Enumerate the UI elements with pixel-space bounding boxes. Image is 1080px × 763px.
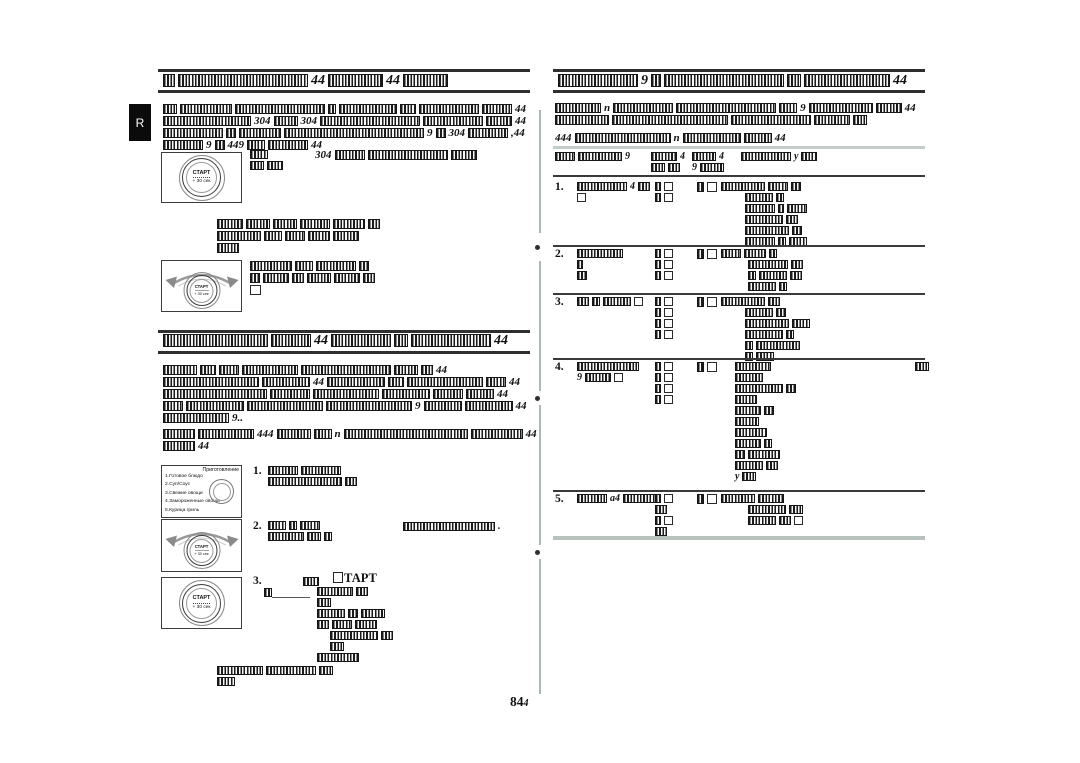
start-dial-illustration — [161, 152, 242, 203]
step2-col3-garbled — [697, 249, 717, 259]
left-intro-paragraph-garbled: 44 304 304 44 9 304 ,44 9 449 44 — [163, 104, 526, 150]
dial-start-label: СТАРТ — [192, 595, 211, 602]
preset-item: 4.Замороженные овощи — [165, 499, 220, 505]
rotate-dial-illustration-1 — [161, 260, 242, 312]
dial-start-label: СТАРТ — [192, 169, 211, 176]
missing-glyph-box — [333, 572, 343, 583]
preset-title: Приготовление — [202, 467, 239, 473]
left-step3-sub-garbled — [264, 588, 272, 597]
step3-underline — [272, 597, 310, 598]
left-step1-text-garbled — [268, 466, 357, 486]
table-header-col3-garbled: 4 9 — [692, 151, 724, 173]
table-step4-number: 4. — [555, 361, 564, 373]
table-row-divider — [553, 358, 925, 360]
table-row-divider — [553, 490, 925, 492]
step5-col3-garbled — [697, 494, 717, 504]
left-step2-note-garbled: . — [403, 522, 501, 531]
dial-inner-ring — [182, 158, 221, 197]
table-rule-top — [553, 146, 925, 149]
side-tab-label: R — [135, 115, 145, 130]
divider-bullet — [535, 550, 540, 555]
dial-outer-ring — [183, 272, 220, 309]
right-heading-rule-bottom — [553, 90, 925, 93]
left-step1-number: 1. — [253, 465, 262, 477]
table-step5-number: 5. — [555, 493, 564, 505]
left-heading2-rule-top — [158, 330, 530, 333]
left-heading1-garbled-title: 44 44 — [163, 74, 448, 87]
dial-face — [190, 279, 214, 303]
table-rule-bottom — [553, 536, 925, 540]
preset-item: 3.Свежие овощи — [165, 490, 203, 496]
page-number: 844 — [510, 694, 529, 709]
preset-dial-icon — [209, 479, 234, 504]
right-heading-garbled-title: 9 44 — [558, 74, 907, 87]
preset-item: 1.Готовое блюдо — [165, 474, 203, 479]
left-step2-number: 2. — [253, 520, 262, 532]
dial-sec-label: + 30 сек — [192, 604, 211, 610]
dial-inner-ring — [186, 535, 217, 566]
preset-item: 5.Курица гриль — [165, 507, 200, 513]
dial-dotted-line — [193, 603, 210, 604]
divider-bullet — [535, 396, 540, 401]
left-step3-list-garbled — [317, 587, 393, 662]
dial1-side-note-garbled — [250, 150, 283, 170]
left-section2-paragraph-garbled: 44 44 44 44 9 44 9.. — [163, 365, 527, 423]
step1-col3-garbled — [697, 182, 717, 192]
left-heading1-rule-bottom — [158, 90, 530, 93]
step2-col1-garbled — [577, 249, 623, 280]
step5-col1-garbled: а4 — [577, 494, 659, 503]
dial-start-label: СТАРТ — [194, 544, 209, 550]
table-header-rule — [553, 175, 925, 177]
step4-col1-garbled: 9 — [577, 362, 639, 382]
dial-dotted-line — [195, 550, 208, 551]
dial-inner-ring — [182, 584, 221, 623]
step4-col4-garbled: у — [735, 362, 796, 481]
dial-inner-ring — [186, 275, 217, 306]
step5-col2-garbled — [655, 494, 673, 536]
step3-col2-garbled — [655, 297, 673, 339]
table-row-divider — [553, 245, 925, 247]
left-heading2-garbled-title: 44 44 — [163, 334, 508, 347]
dial-outer-ring — [179, 580, 225, 626]
right-heading-rule-top — [553, 69, 925, 72]
dial-dotted-line — [193, 177, 210, 178]
table-header-col2-garbled: 4 — [651, 152, 685, 172]
rotate-dial-illustration-2 — [161, 519, 242, 572]
column-divider-segment — [539, 559, 541, 694]
step4-col2-garbled — [655, 362, 673, 404]
table-step2-number: 2. — [555, 248, 564, 260]
step1-col2-garbled — [655, 182, 673, 202]
left-footer-note-garbled — [217, 666, 333, 686]
dial1-caption-garbled: 304 — [315, 150, 477, 160]
dial-face — [186, 588, 217, 619]
left-step3-number: 3. — [253, 575, 262, 587]
left-heading2-rule-bottom — [158, 351, 530, 354]
start-dial-illustration-2 — [161, 577, 242, 629]
step1-col4-garbled — [721, 182, 807, 246]
step4-col3-garbled — [697, 362, 717, 372]
step4-right-note-garbled — [915, 362, 929, 371]
step2-col4-garbled — [721, 249, 803, 291]
dial-face — [190, 539, 214, 563]
preset-menu-illustration — [161, 465, 242, 518]
table-header-col4-garbled: у — [741, 152, 817, 161]
dial-outer-ring — [183, 532, 220, 569]
step3-col3-garbled — [697, 297, 717, 307]
table-step3-number: 3. — [555, 296, 564, 308]
dial-dotted-line — [195, 290, 208, 291]
left-section2-paragraph2-garbled: 444 n 44 44 — [163, 429, 537, 451]
column-divider-segment — [539, 261, 541, 391]
step5-col4-garbled — [721, 494, 803, 525]
left-heading1-rule-top — [158, 69, 530, 72]
dial-start-label: СТАРТ — [194, 284, 209, 290]
step3-col1-garbled — [577, 297, 643, 306]
divider-bullet — [535, 245, 540, 250]
table-row-divider — [553, 293, 925, 295]
left-note-block-garbled — [217, 219, 380, 253]
step2-col2-garbled — [655, 249, 673, 280]
table-header-col1-garbled: 9 — [555, 152, 630, 161]
dial-sec-label: + 30 сек — [192, 179, 211, 185]
left-step2-text-garbled — [268, 521, 332, 541]
left-note-block2-garbled — [250, 261, 375, 295]
table-step1-number: 1. — [555, 181, 564, 193]
start-button-label: ТАРТ — [333, 572, 377, 585]
step3-col4-garbled — [721, 297, 810, 361]
dial-sec-label: + 30 сек — [194, 292, 209, 297]
left-step3-pre-garbled — [303, 577, 319, 586]
dial-sec-label: + 30 сек — [194, 552, 209, 557]
right-intro-paragraph-garbled: n 9 44 444 n 44 — [555, 102, 916, 144]
dial-face — [186, 162, 217, 193]
column-divider-segment — [539, 110, 541, 233]
column-divider-segment — [539, 405, 541, 545]
preset-item: 2.Суп/Соус — [165, 482, 191, 488]
dial-outer-ring — [179, 155, 225, 201]
language-side-tab — [129, 104, 151, 141]
step1-col1-garbled: 4 — [577, 182, 650, 202]
